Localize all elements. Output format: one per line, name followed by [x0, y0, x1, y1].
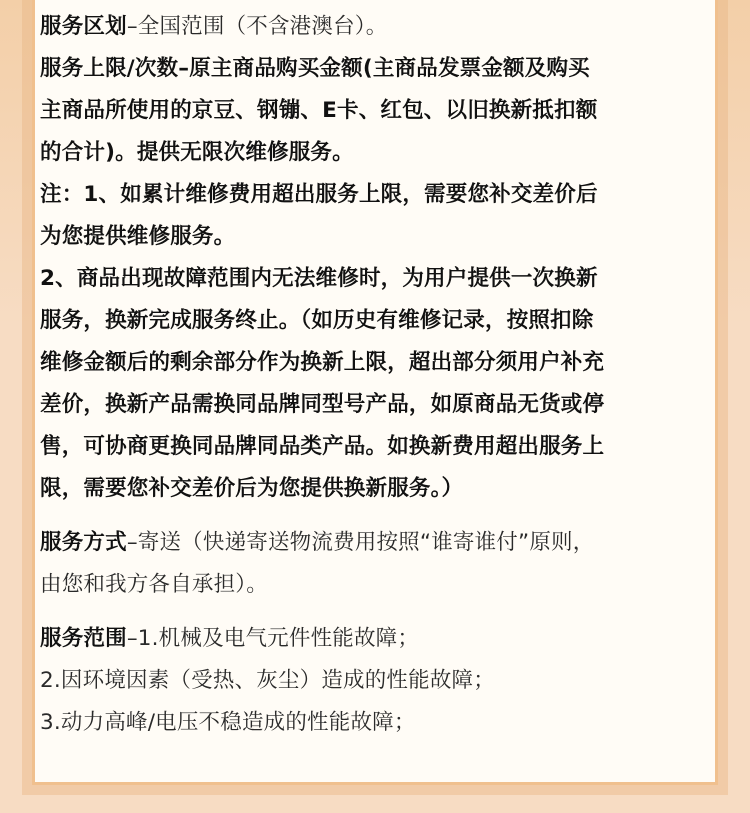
note-line: 为您提供维修服务。 — [40, 224, 236, 249]
note-line: 服务，换新完成服务终止。（如历史有维修记录，按照扣除 — [40, 308, 594, 333]
service-method-line-2: 由您和我方各自承担）。 — [40, 572, 268, 597]
service-method-line-1: –寄送（快递寄送物流费用按照“谁寄谁付”原则， — [126, 530, 595, 555]
note-paragraph — [40, 174, 680, 510]
service-scope-line-3: 3.动力高峰/电压不稳造成的性能故障； — [40, 710, 416, 735]
service-scope-line-2: 2.因环境因素（受热、灰尘）造成的性能故障； — [40, 668, 495, 693]
service-area-paragraph — [40, 6, 680, 48]
service-limit-paragraph — [40, 48, 680, 174]
note-line: 维修金额后的剩余部分作为换新上限，超出部分须用户补充 — [40, 350, 605, 375]
note-line: 售，可协商更换同品牌同品类产品。如换新费用超出服务上 — [40, 434, 605, 459]
service-area-text: –全国范围（不含港澳台）。 — [126, 14, 388, 39]
service-limit-line-1: –原主商品购买金额(主商品发票金额及购买 — [178, 56, 590, 81]
note-line: 2、商品出现故障范围内无法维修时，为用户提供一次换新 — [40, 266, 598, 291]
service-limit-label: 服务上限/次数 — [40, 56, 179, 81]
service-method-label: 服务方式 — [40, 530, 127, 555]
service-limit-line-3: 的合计)。提供无限次维修服务。 — [40, 140, 354, 165]
service-limit-line-2: 主商品所使用的京豆、钢镚、E卡、红包、以旧换新抵扣额 — [40, 98, 598, 123]
service-scope-label: 服务范围 — [40, 626, 127, 651]
service-scope-paragraph — [40, 618, 680, 744]
note-line: 差价，换新产品需换同品牌同型号产品，如原商品无货或停 — [40, 392, 605, 417]
service-terms — [40, 6, 680, 744]
note-line: 限，需要您补交差价后为您提供换新服务。） — [40, 476, 464, 501]
service-method-paragraph — [40, 522, 680, 606]
service-scope-line-1: –1.机械及电气元件性能故障； — [126, 626, 420, 651]
note-line: 注：1、如累计维修费用超出服务上限，需要您补交差价后 — [40, 182, 598, 207]
service-area-label: 服务区划 — [40, 14, 127, 39]
